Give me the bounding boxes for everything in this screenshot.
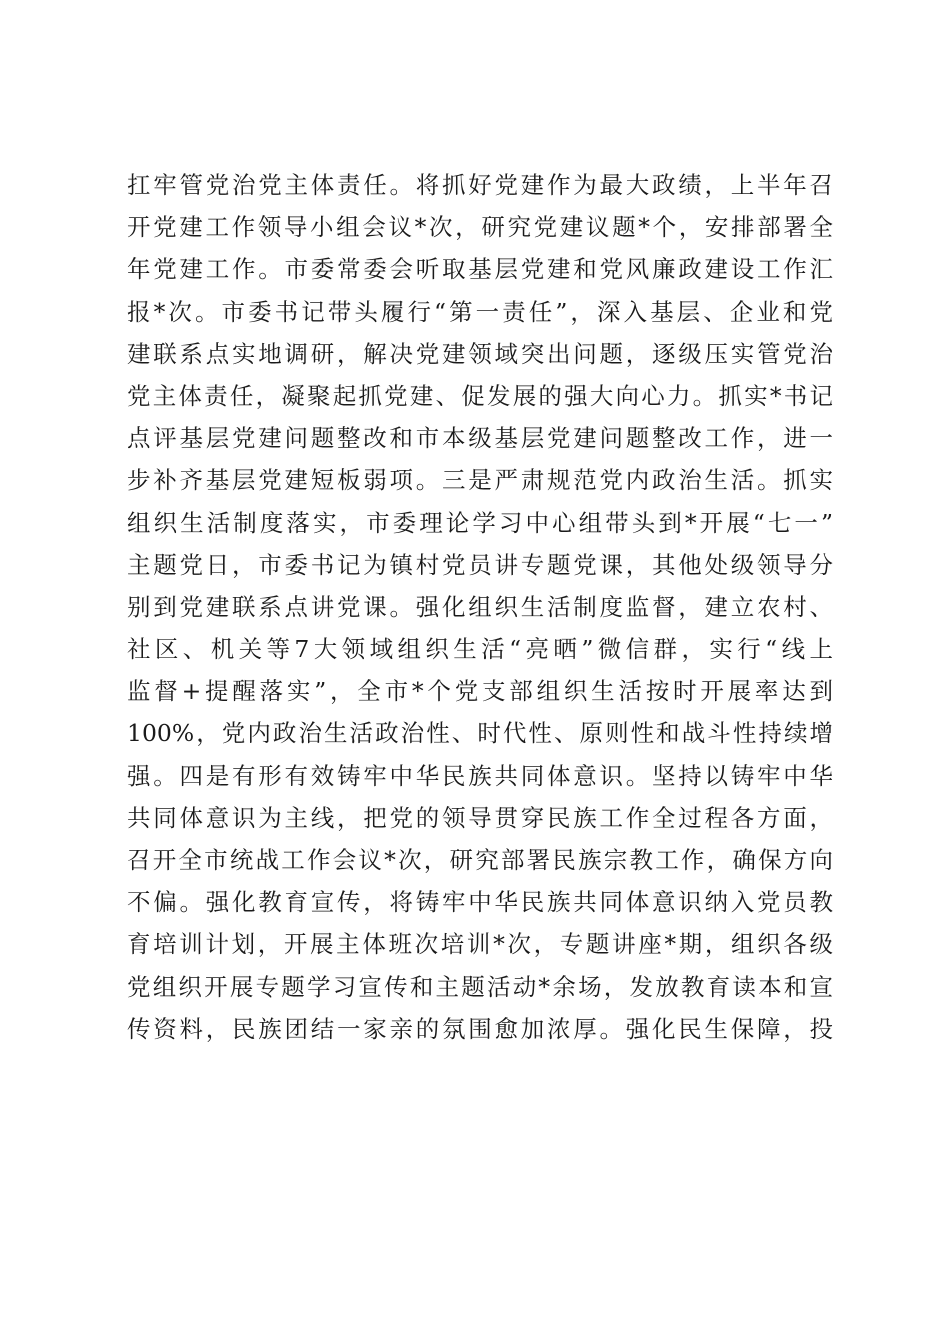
text-line: 别到党建联系点讲党课。强化组织生活制度监督，建立农村、 (127, 592, 833, 621)
body-paragraph (127, 164, 833, 1050)
text-line: 扛牢管党治党主体责任。将抓好党建作为最大政绩，上半年召 (127, 171, 833, 199)
text-line: 监督+提醒落实”，全市*个党支部组织生活按时开展率达到 (127, 677, 833, 706)
text-line: 强。四是有形有效铸牢中华民族共同体意识。坚持以铸牢中华 (127, 761, 833, 790)
text-line: 点评基层党建问题整改和市本级基层党建问题整改工作，进一 (127, 424, 833, 453)
text-line: 开党建工作领导小组会议*次，研究党建议题*个，安排部署全 (127, 213, 833, 242)
text-line: 主题党日，市委书记为镇村党员讲专题党课，其他处级领导分 (127, 550, 833, 579)
text-line: 不偏。强化教育宣传，将铸牢中华民族共同体意识纳入党员教 (127, 888, 833, 917)
text-line: 报*次。市委书记带头履行“第一责任”，深入基层、企业和党 (127, 297, 833, 326)
text-line: 建联系点实地调研，解决党建领域突出问题，逐级压实管党治 (127, 339, 833, 368)
text-line: 组织生活制度落实，市委理论学习中心组带头到*开展“七一” (127, 508, 833, 537)
text-line: 召开全市统战工作会议*次，研究部署民族宗教工作，确保方向 (127, 846, 833, 874)
text-line: 年党建工作。市委常委会听取基层党建和党风廉政建设工作汇 (127, 255, 833, 284)
text-line: 共同体意识为主线，把党的领导贯穿民族工作全过程各方面， (127, 803, 833, 832)
text-line: 100%，党内政治生活政治性、时代性、原则性和战斗性持续增 (127, 719, 833, 748)
text-line: 党主体责任，凝聚起抓党建、促发展的强大向心力。抓实*书记 (127, 381, 833, 410)
text-line: 步补齐基层党建短板弱项。三是严肃规范党内政治生活。抓实 (127, 466, 833, 495)
text-line: 社区、机关等7大领域组织生活“亮晒”微信群，实行“线上 (127, 635, 833, 664)
text-line: 党组织开展专题学习宣传和主题活动*余场，发放教育读本和宣 (127, 972, 833, 1001)
text-line: 传资料，民族团结一家亲的氛围愈加浓厚。强化民生保障，投 (127, 1014, 833, 1043)
text-line: 育培训计划，开展主体班次培训*次，专题讲座*期，组织各级 (127, 930, 833, 959)
